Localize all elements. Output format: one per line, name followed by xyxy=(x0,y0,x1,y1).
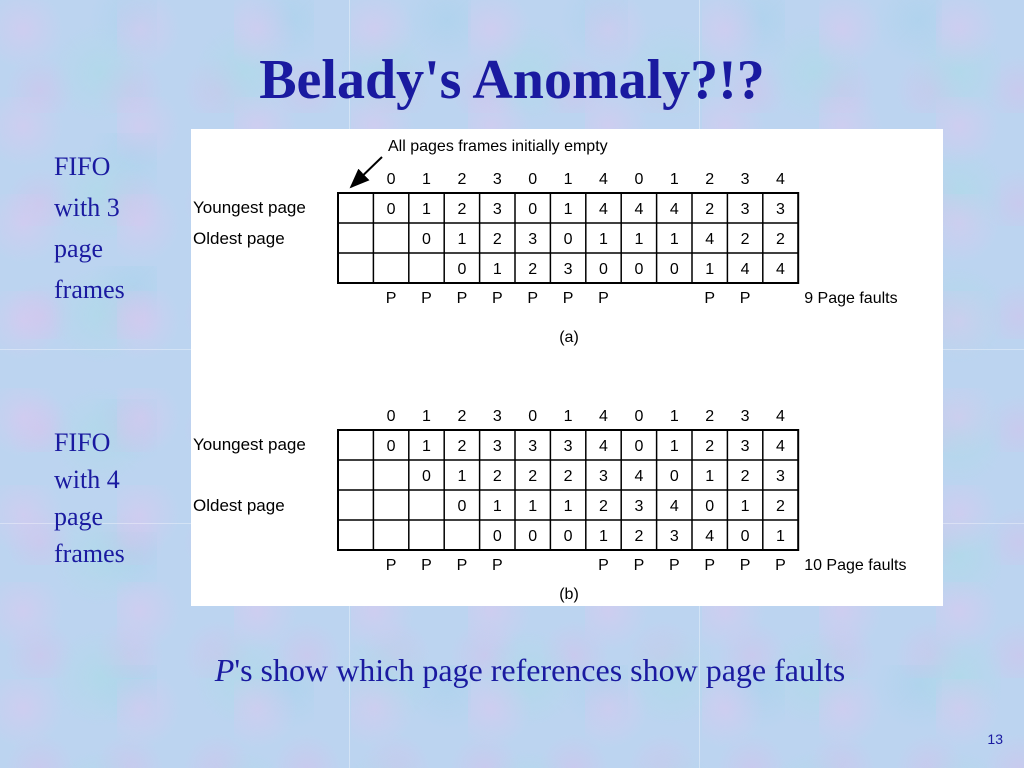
frame-cell: 2 xyxy=(492,231,502,248)
frame-cell: 0 xyxy=(386,438,396,455)
reference-number: 3 xyxy=(740,408,750,425)
frame-cell: 2 xyxy=(457,438,467,455)
page-fault-marker: P xyxy=(668,557,680,574)
reference-number: 2 xyxy=(457,171,467,188)
frame-cell: 2 xyxy=(457,201,467,218)
frame-cell: 2 xyxy=(528,261,538,278)
frame-cell: 4 xyxy=(599,201,608,218)
frame-cell: 0 xyxy=(422,468,431,485)
frame-cell: 1 xyxy=(528,498,538,515)
page-fault-marker: P xyxy=(421,557,432,574)
page-fault-count: 9 Page faults xyxy=(804,290,898,307)
frame-cell: 2 xyxy=(740,231,750,248)
page-fault-marker: P xyxy=(385,557,397,574)
frame-cell: 1 xyxy=(422,438,431,455)
frame-cell: 0 xyxy=(457,261,467,278)
frame-cell: 3 xyxy=(740,438,750,455)
frame-cell: 1 xyxy=(457,468,467,485)
label-line: frames xyxy=(54,539,125,568)
page-fault-marker: P xyxy=(739,290,751,307)
frame-cell: 3 xyxy=(740,201,750,218)
fifo-4-frames-table xyxy=(193,408,906,603)
page-fault-marker: P xyxy=(456,557,468,574)
frame-cell: 3 xyxy=(528,438,538,455)
page-fault-marker: P xyxy=(456,290,468,307)
reference-number: 0 xyxy=(386,408,396,425)
frame-cell: 2 xyxy=(599,498,608,515)
label-line: FIFO xyxy=(54,152,111,181)
initial-empty-note: All pages frames initially empty xyxy=(388,138,608,155)
reference-number: 1 xyxy=(563,408,573,425)
frame-cell: 1 xyxy=(669,438,679,455)
reference-number: 4 xyxy=(776,171,785,188)
caption-text: 's show which page references show page faults xyxy=(234,652,846,688)
frame-cell: 4 xyxy=(776,261,785,278)
frame-cell: 3 xyxy=(776,468,785,485)
page-fault-marker: P xyxy=(704,557,716,574)
reference-number: 0 xyxy=(528,171,538,188)
frame-cell: 3 xyxy=(776,201,785,218)
reference-number: 0 xyxy=(634,408,644,425)
frame-cell: 0 xyxy=(669,468,679,485)
frame-cell: 1 xyxy=(776,528,785,545)
page-fault-marker: P xyxy=(527,290,539,307)
label-line: with 3 xyxy=(54,193,120,222)
frame-cell: 1 xyxy=(705,468,715,485)
frame-cell: 1 xyxy=(669,231,679,248)
arrow-icon xyxy=(351,157,382,187)
reference-number: 3 xyxy=(492,408,502,425)
page-fault-marker: P xyxy=(739,557,751,574)
page-fault-marker: P xyxy=(385,290,397,307)
frame-cell: 1 xyxy=(457,231,467,248)
reference-number: 1 xyxy=(563,171,573,188)
reference-number: 3 xyxy=(492,171,502,188)
frame-cell: 1 xyxy=(740,498,750,515)
reference-number: 4 xyxy=(599,408,608,425)
slide-title: Belady's Anomaly?!? xyxy=(259,49,765,111)
fifo-4-frames-label xyxy=(54,424,164,572)
frame-cell: 0 xyxy=(528,528,538,545)
frame-cell: 2 xyxy=(563,468,573,485)
frame-cell: 1 xyxy=(422,201,431,218)
frame-cell: 1 xyxy=(705,261,715,278)
frame-cell: 0 xyxy=(563,231,573,248)
frame-cell: 4 xyxy=(669,498,679,515)
fifo-3-frames-label xyxy=(54,146,164,310)
frame-cell: 2 xyxy=(776,498,785,515)
page-number: 13 xyxy=(987,731,1003,747)
youngest-page-label: Youngest page xyxy=(193,198,306,217)
page-fault-count: 10 Page faults xyxy=(804,557,907,574)
frame-cell: 0 xyxy=(457,498,467,515)
reference-number: 4 xyxy=(599,171,608,188)
fifo-3-frames-table xyxy=(193,171,898,346)
reference-number: 4 xyxy=(776,408,785,425)
frame-cell: 4 xyxy=(599,438,608,455)
page-fault-marker: P xyxy=(491,557,503,574)
frame-cell: 1 xyxy=(492,261,502,278)
page-fault-marker: P xyxy=(491,290,503,307)
reference-number: 1 xyxy=(422,408,431,425)
frame-cell: 0 xyxy=(599,261,608,278)
reference-number: 2 xyxy=(705,171,715,188)
page-fault-marker: P xyxy=(633,557,645,574)
frame-cell: 4 xyxy=(669,201,679,218)
reference-number: 1 xyxy=(669,171,679,188)
frame-cell: 1 xyxy=(599,528,608,545)
reference-number: 2 xyxy=(457,408,467,425)
frame-cell: 0 xyxy=(386,201,396,218)
frame-cell: 0 xyxy=(705,498,715,515)
frame-cell: 2 xyxy=(740,468,750,485)
label-line: frames xyxy=(54,275,125,304)
frame-cell: 0 xyxy=(563,528,573,545)
oldest-page-label: Oldest page xyxy=(193,229,285,248)
frame-cell: 0 xyxy=(492,528,502,545)
reference-number: 1 xyxy=(422,171,431,188)
reference-number: 1 xyxy=(669,408,679,425)
frame-cell: 2 xyxy=(528,468,538,485)
frame-cell: 1 xyxy=(492,498,502,515)
frame-cell: 3 xyxy=(492,438,502,455)
frame-cell: 4 xyxy=(705,231,715,248)
reference-number: 0 xyxy=(386,171,396,188)
frame-cell: 2 xyxy=(492,468,502,485)
reference-number: 2 xyxy=(705,408,715,425)
frame-cell: 1 xyxy=(599,231,608,248)
frame-cell: 1 xyxy=(634,231,644,248)
figure-svg xyxy=(191,129,943,606)
label-line: page xyxy=(54,502,104,531)
slide-caption xyxy=(0,652,1024,689)
page-fault-marker: P xyxy=(775,557,786,574)
frame-cell: 1 xyxy=(563,498,573,515)
frame-cell: 4 xyxy=(705,528,715,545)
frame-cell: 0 xyxy=(669,261,679,278)
figure-caption: (a) xyxy=(559,329,579,346)
page-fault-marker: P xyxy=(562,290,574,307)
reference-number: 0 xyxy=(634,171,644,188)
frame-cell: 3 xyxy=(492,201,502,218)
reference-number: 3 xyxy=(740,171,750,188)
label-line: with 4 xyxy=(54,465,120,494)
frame-cell: 3 xyxy=(563,261,573,278)
frame-cell: 3 xyxy=(669,528,679,545)
page-fault-marker: P xyxy=(421,290,432,307)
page-fault-marker: P xyxy=(598,290,609,307)
frame-cell: 2 xyxy=(705,438,715,455)
page-fault-marker: P xyxy=(704,290,716,307)
frame-cell: 3 xyxy=(563,438,573,455)
youngest-page-label: Youngest page xyxy=(193,435,306,454)
label-line: FIFO xyxy=(54,428,111,457)
frame-cell: 4 xyxy=(634,468,644,485)
reference-number: 0 xyxy=(528,408,538,425)
figure-caption: (b) xyxy=(559,586,579,603)
fifo-page-replacement-figure xyxy=(191,129,943,606)
frame-cell: 3 xyxy=(599,468,608,485)
frame-cell: 2 xyxy=(634,528,644,545)
frame-cell: 1 xyxy=(563,201,573,218)
frame-cell: 3 xyxy=(528,231,538,248)
frame-cell: 3 xyxy=(634,498,644,515)
oldest-page-label: Oldest page xyxy=(193,496,285,515)
page-fault-marker: P xyxy=(598,557,609,574)
frame-cell: 4 xyxy=(776,438,785,455)
frame-cell: 0 xyxy=(634,261,644,278)
frame-cell: 2 xyxy=(705,201,715,218)
label-line: page xyxy=(54,234,104,263)
frame-cell: 0 xyxy=(528,201,538,218)
caption-italic-p: P xyxy=(214,652,235,688)
frame-cell: 0 xyxy=(634,438,644,455)
frame-cell: 0 xyxy=(422,231,431,248)
frame-cell: 0 xyxy=(740,528,750,545)
frame-cell: 4 xyxy=(740,261,750,278)
frame-cell: 2 xyxy=(776,231,785,248)
frame-cell: 4 xyxy=(634,201,644,218)
